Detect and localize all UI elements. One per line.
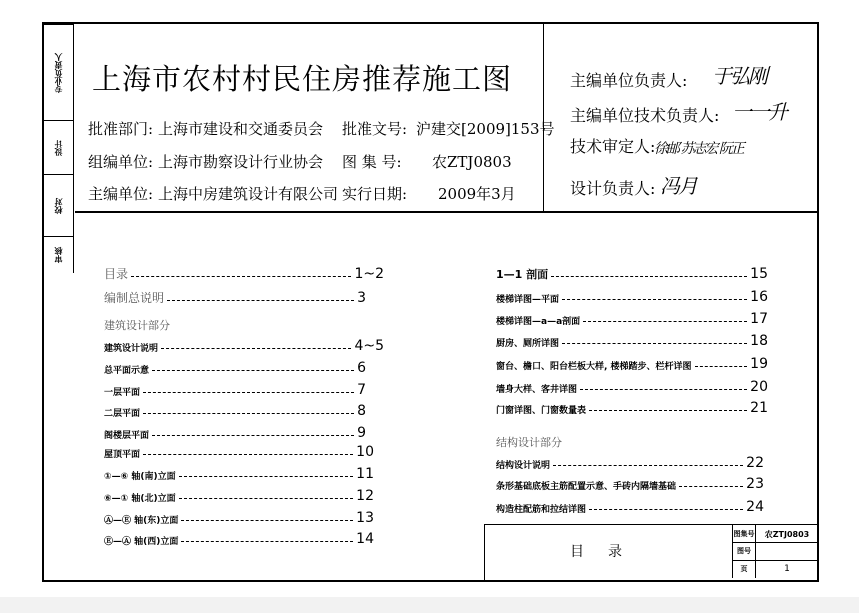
toc-item: 条形基础底板主筋配置示意、手砖内隔墙基础 23 [496, 476, 764, 492]
sig-role-chief-editor: 主编单位负责人: [570, 71, 688, 90]
toc-item: 阁楼层平面 9 [104, 425, 366, 441]
page-title: 上海市农村村民住房推荐施工图 [92, 62, 513, 96]
sig-mark-chief-editor: 于弘刚 [712, 64, 766, 88]
info-value-atlas-no: 农ZTJ0803 [432, 153, 512, 171]
toc-item: 墙身大样、客井详图 20 [496, 379, 768, 395]
toc-item: 编制总说明 3 [104, 290, 366, 306]
info-label-approval-no: 批准文号: [342, 120, 408, 138]
sig-role-tech-reviewer: 技术审定人: [570, 137, 656, 156]
sig-role-tech-chief: 主编单位技术负责人: [570, 106, 720, 125]
strip-cell-check: 校对 [44, 174, 73, 237]
info-value-approval-dept: 上海市建设和交通委员会 [158, 120, 324, 138]
title-block-name: 目录 [570, 544, 646, 560]
strip-cell-audit: 审核 [44, 236, 73, 274]
toc-item: 结构设计说明 22 [496, 455, 764, 471]
title-block-value: 农ZTJ0803 [764, 529, 810, 539]
title-block-value: 1 [784, 564, 790, 574]
toc-item: 目录 1~2 [104, 266, 384, 282]
info-label-editor: 主编单位: [88, 185, 154, 203]
toc-item: 门窗详图、门窗数量表 21 [496, 400, 768, 416]
toc-item: 楼梯详图—平面 16 [496, 289, 768, 305]
sig-role-design-lead: 设计负责人: [570, 179, 656, 198]
toc-item: 构造柱配筋和拉结详图 24 [496, 499, 764, 515]
sig-mark-tech-reviewer: 徐邮 苏志宏 阮正 [654, 141, 743, 157]
strip-cell-design: 设计 [44, 120, 73, 175]
info-value-compiler: 上海市勘察设计行业协会 [158, 153, 324, 171]
toc-item: 厨房、厕所详图 18 [496, 333, 768, 349]
toc-item: Ⓐ—Ⓔ 轴(东)立面 13 [104, 510, 374, 526]
title-block-key: 图号 [737, 547, 751, 555]
info-value-approval-no: 沪建交[2009]153号 [416, 120, 555, 138]
toc-item: 楼梯详图—a—a剖面 17 [496, 311, 768, 327]
toc-item: ⑥—① 轴(北)立面 12 [104, 488, 374, 504]
title-block-grid [732, 524, 818, 578]
toc-item: 建筑设计说明 4~5 [104, 338, 384, 354]
toc-item: 总平面示意 6 [104, 360, 366, 376]
info-label-effective-date: 实行日期: [342, 185, 408, 203]
sig-mark-design-lead: 冯月 [660, 174, 696, 198]
info-label-approval-dept: 批准部门: [88, 120, 154, 138]
toc-item: 一层平面 7 [104, 382, 366, 398]
toc-item: 二层平面 8 [104, 403, 366, 419]
info-label-compiler: 组编单位: [88, 153, 154, 171]
info-value-effective-date: 2009年3月 [438, 185, 516, 203]
toc-item: Ⓔ—Ⓐ 轴(西)立面 14 [104, 531, 374, 547]
sig-mark-tech-chief: 一一升 [732, 100, 786, 124]
toc-item: 窗台、檐口、阳台栏板大样, 楼梯踏步、栏杆详图 19 [496, 356, 768, 372]
bottom-bar [0, 597, 859, 613]
toc-item: ①—⑥ 轴(南)立面 11 [104, 466, 374, 482]
title-block-value [756, 543, 818, 559]
toc-item: 1—1 剖面 15 [496, 266, 768, 282]
section-heading-structure: 结构设计部分 [496, 436, 562, 449]
title-block-key: 图集号 [733, 530, 755, 538]
info-value-editor: 上海中房建筑设计有限公司 [158, 185, 339, 203]
strip-cell-review: 专业负责人 [44, 24, 73, 121]
title-block-key: 页 [740, 565, 748, 573]
section-heading-architecture: 建筑设计部分 [104, 319, 170, 332]
toc-item: 屋顶平面 10 [104, 444, 374, 460]
info-label-atlas-no: 图 集 号: [342, 153, 402, 171]
left-sign-strip [44, 24, 74, 273]
